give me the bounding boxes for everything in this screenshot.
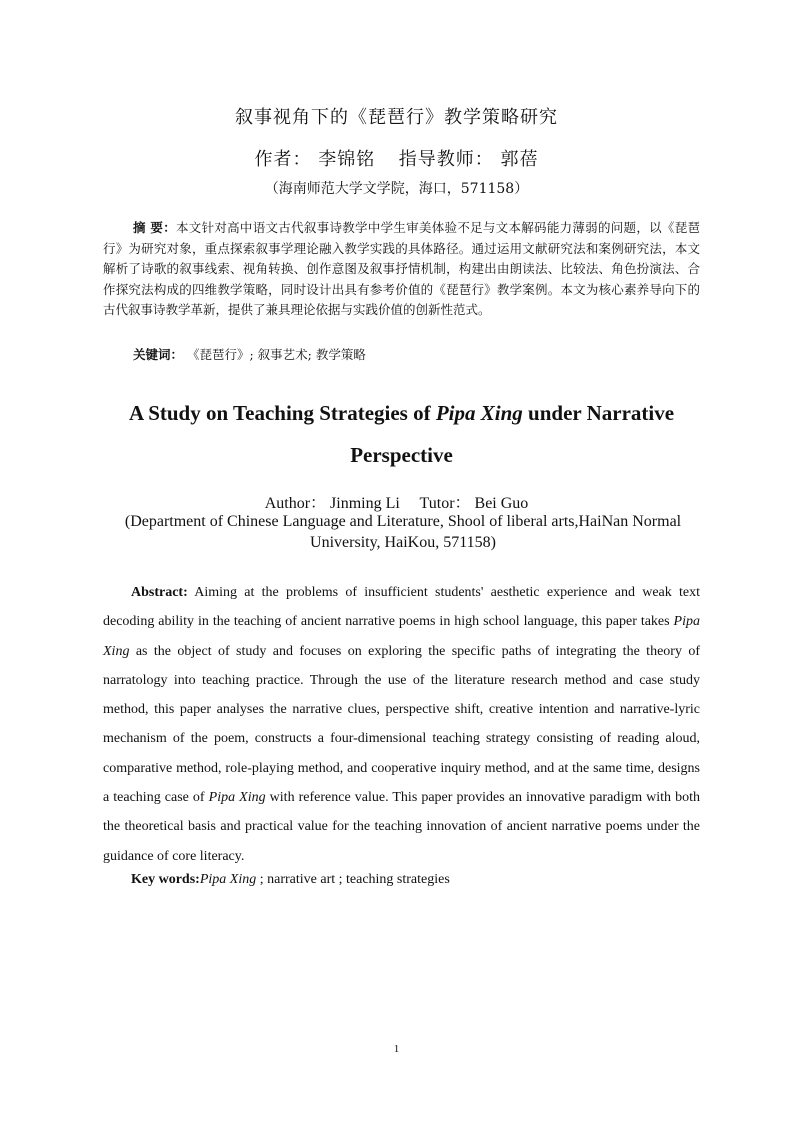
- chinese-keywords-text: 《琵琶行》; 叙事艺术; 教学策略: [187, 347, 366, 362]
- english-abstract-label: Abstract:: [131, 585, 188, 600]
- author-name: 李锦铭: [318, 149, 376, 170]
- english-abstract: [103, 578, 700, 871]
- english-abstract-part2: as the object of study and focuses on exploring the specific paths of integrating the theory of narratology into teaching practice. Through the use of the literature research method and case study method, this paper analyses the narrative clues, perspective shift, creative intention and narrative-lyric mechanism of the poem, constructs a four-dimensional teaching strategy consisting of reading aloud, comparative method, role-playing method, and cooperative inquiry method, and at the same time, designs a teaching case of: [103, 643, 700, 806]
- english-abstract-part1: Aiming at the problems of insufficient students' aesthetic experience and weak text decoding ability in the teaching of ancient narrative poems in high school language, this paper takes: [103, 585, 700, 630]
- tutor-name: 郭蓓: [500, 149, 539, 170]
- page-number: 1: [393, 1043, 400, 1055]
- english-keywords: [131, 872, 450, 888]
- english-abstract-italic1: Pipa Xing: [103, 614, 700, 659]
- english-title-italic: Pipa Xing: [435, 401, 523, 425]
- chinese-abstract: [103, 218, 700, 321]
- author-label: 作者：: [254, 149, 312, 170]
- chinese-abstract-label: 摘 要：: [133, 220, 176, 235]
- english-keywords-italic: Pipa Xing: [199, 872, 257, 887]
- chinese-author-line: [0, 145, 793, 171]
- english-affiliation: (Department of Chinese Language and Literature, Shool of liberal arts,HaiNan Normal University, HaiKou, 571158): [124, 513, 682, 551]
- chinese-keywords: [133, 345, 366, 365]
- english-title-part2: under Narrative Perspective: [350, 401, 675, 467]
- english-author-line: [0, 490, 793, 513]
- chinese-abstract-text: 本文针对高中语文古代叙事诗教学中学生审美体验不足与文本解码能力薄弱的问题，以《琵琶行》为研究对象，重点探索叙事学理论融入教学实践的具体路径。通过运用文献研究法和案例研究法，本文解析了诗歌的叙事线索、视角转换、创作意图及叙事抒情机制，构建出由朗读法、比较法、角色扮演法、合作探究法构成的四维教学策略，同时设计出具有参考价值的《琵琶行》教学案例。本文为核心素养导向下的古代叙事诗教学革新，提供了兼具理论依据与实践价值的创新性范式。: [103, 220, 700, 317]
- english-title: [103, 392, 700, 476]
- english-abstract-part3: with reference value. This paper provides an innovative paradigm with both the theoretical basis and practical value for the teaching innovation of ancient narrative poems under the guidance of core literacy.: [103, 790, 700, 864]
- english-tutor-label: Tutor：: [419, 495, 471, 512]
- chinese-title: 叙事视角下的《琵琶行》教学策略研究: [235, 107, 558, 128]
- english-abstract-italic2: Pipa Xing: [208, 790, 266, 806]
- chinese-keywords-label: 关键词：: [133, 347, 184, 362]
- english-title-part1: A Study on Teaching Strategies of: [128, 401, 436, 425]
- english-keywords-rest: ; narrative art ; teaching strategies: [256, 872, 450, 887]
- english-author-label: Author：: [264, 495, 327, 512]
- chinese-affiliation: （海南师范大学文学院，海口，571158）: [264, 181, 529, 197]
- english-tutor-name: Bei Guo: [474, 495, 529, 512]
- tutor-label: 指导教师：: [398, 149, 494, 170]
- english-author-name: Jinming Li: [330, 495, 400, 512]
- english-keywords-label: Key words:: [131, 872, 200, 887]
